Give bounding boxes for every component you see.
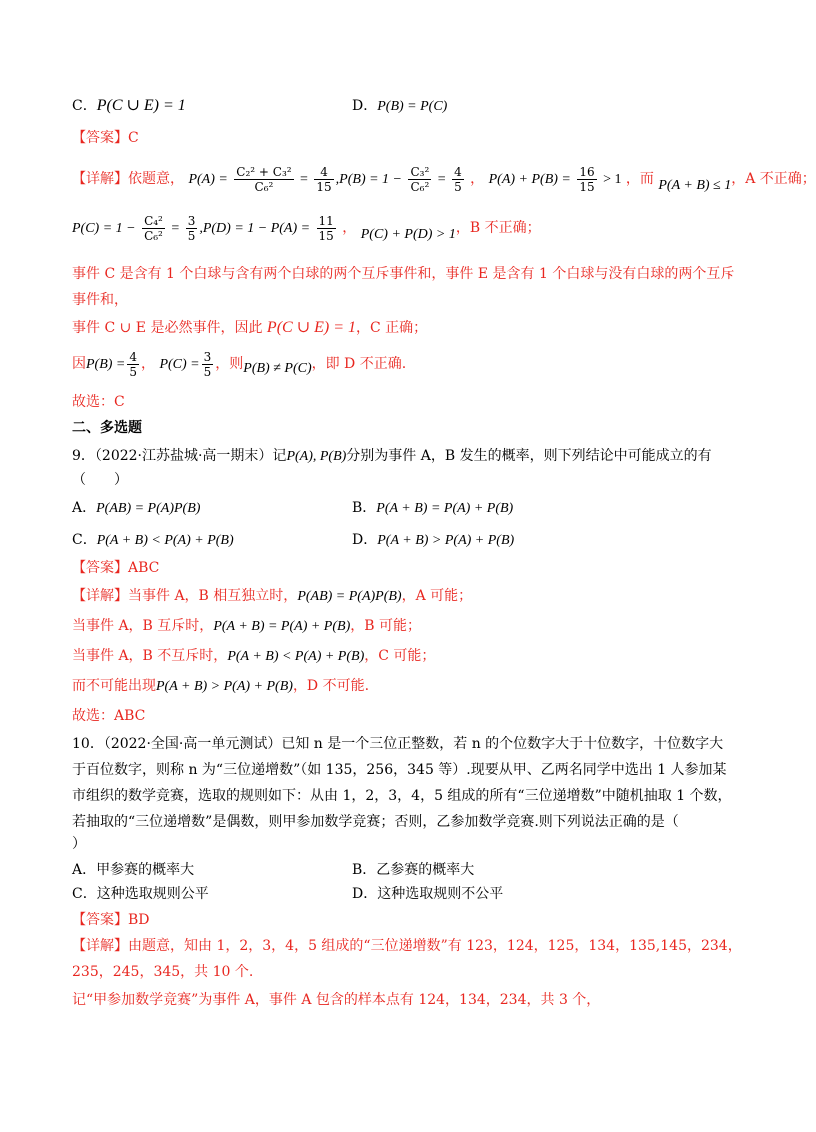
section-title: 二、多选题 [72, 420, 142, 436]
frac-num: C₃² [410, 164, 430, 179]
eq: = [171, 221, 180, 236]
frac-den: 15 [316, 179, 332, 194]
sep: ， [141, 356, 156, 372]
q10-detail-3: 记“甲参加数学竞赛”为事件 A，事件 A 包含的样本点有 124，134，234，共 3 个， [72, 992, 601, 1008]
q10-stem-2: 于百位数字，则称 n 为“三位递增数”（如 135，256，345 等）.现要从甲、乙两名同学中选出 1 人参加某 [72, 762, 727, 778]
opt-label: D． [352, 532, 378, 548]
line6-start: 因 [72, 356, 86, 372]
line5-formula: P(C ∪ E) = 1 [266, 319, 356, 336]
pc-lhs: P(C) = [159, 357, 200, 372]
q10-option-d: D．这种选取规则不公平 [352, 886, 504, 902]
d1-end: ，A 可能； [401, 588, 473, 604]
neq-formula: P(B) ≠ P(C) [243, 361, 312, 376]
q8-detail-line-6 [72, 346, 406, 382]
line5-end: ，C 正确； [356, 320, 428, 336]
frac-num: 11 [318, 213, 334, 228]
conjunction: ，而 [625, 171, 654, 187]
a-wrong: ，A 不正确； [731, 171, 816, 187]
q9-option-a [72, 498, 200, 519]
q10-stem-1: 10．（2022·全国·高一单元测试）已知 n 是一个三位正整数，若 n 的个位数字大于十位数字，十位数字大 [72, 736, 724, 752]
q8-detail-line-2 [72, 210, 541, 246]
option-d [352, 96, 447, 117]
pb-lhs: ,P(B) = 1 − [335, 172, 402, 187]
q10-detail-1: 【详解】由题意，知由 1，2，3，4，5 组成的“三位递增数”有 123，124，125，134，135,145，234， [72, 938, 742, 954]
c4-fraction [142, 214, 165, 243]
gt-one: > 1 [603, 172, 622, 187]
stem-end: 分别为事件 A，B 发生的概率，则下列结论中可能成立的有 [346, 448, 712, 464]
opt-label: B． [352, 500, 377, 516]
frac-num: C₄² [144, 213, 163, 228]
q9-detail-3 [72, 646, 435, 667]
q10-answer: 【答案】BD [72, 912, 150, 928]
opt-label: C． [72, 532, 97, 548]
detail-label: 【详解】 [72, 588, 128, 604]
d4-end: ，D 不可能. [292, 678, 370, 694]
d1-formula: P(AB) = P(A)P(B) [297, 589, 402, 604]
line5-text: 事件 C ∪ E 是必然事件，因此 [72, 320, 267, 336]
q10-option-b: B．乙参赛的概率大 [352, 862, 475, 878]
pb-lhs: P(B) = [86, 357, 126, 372]
q9-detail-2 [72, 616, 421, 637]
d2-text: 当事件 A，B 互斥时， [72, 618, 214, 634]
q9-detail-1 [72, 586, 472, 607]
eq: = [300, 172, 308, 187]
eq: = [437, 172, 446, 187]
q9-stem [72, 446, 712, 467]
option-d-formula: P(B) = P(C) [377, 99, 448, 114]
q10-stem-4: 若抽取的“三位递增数”是偶数，则甲参加数学竞赛；否则，乙参加数学竞赛.则下列说法正确的是（ [72, 814, 679, 830]
opt-formula: P(A + B) < P(A) + P(B) [96, 533, 234, 548]
frac-den: 5 [187, 228, 196, 243]
q9-paren: （ ） [72, 472, 128, 488]
pc-lhs: P(C) = 1 − [72, 221, 136, 236]
pab-le-one: P(A + B) ≤ 1 [658, 178, 732, 193]
q10-stem-5: ） [72, 836, 86, 852]
q8-detail-line-1 [72, 162, 816, 196]
option-c-formula: P(C ∪ E) = 1 [96, 97, 186, 114]
detail-intro: 依题意， [128, 171, 184, 187]
option-d-label: D． [352, 98, 378, 114]
d2-end: ，B 可能； [350, 618, 421, 634]
pa-lhs: P(A) = [188, 172, 228, 187]
sum-ab-lhs: P(A) + P(B) = [488, 172, 571, 187]
q9-detail-4 [72, 676, 369, 697]
pa-fraction [314, 165, 333, 194]
q9-option-c [72, 530, 234, 551]
q8-detail-line-5 [72, 318, 427, 338]
detail-label: 【详解】 [72, 171, 128, 187]
frac-den: C₆² [410, 179, 430, 194]
frac-den: 5 [129, 364, 138, 379]
q8-answer: 【答案】C [72, 130, 139, 146]
pc-fraction [186, 214, 198, 243]
pc-frac [202, 350, 214, 379]
opt-label: A． [72, 500, 97, 516]
pd-fraction [317, 214, 336, 243]
frac-den: 15 [579, 179, 595, 194]
option-c-label: C． [72, 98, 97, 114]
frac-den: 5 [454, 179, 462, 194]
then: ，则 [215, 356, 244, 372]
sum-ab-fraction [577, 165, 596, 194]
frac-den: 15 [318, 228, 334, 243]
frac-num: 4 [129, 349, 138, 364]
frac-num: 3 [203, 349, 212, 364]
d3-end: ，C 可能； [364, 648, 436, 664]
stem-start: 9．（2022·江苏盐城·高一期末）记 [72, 448, 287, 464]
q10-stem-3: 市组织的数学竞赛，选取的规则如下：从由 1，2，3，4，5 组成的所有“三位递增数”中随机抽取 1 个数， [72, 788, 732, 804]
pb-frac [127, 350, 139, 379]
d4-formula: P(A + B) > P(A) + P(B) [156, 679, 293, 694]
d2-formula: P(A + B) = P(A) + P(B) [213, 619, 351, 634]
c3-fraction [408, 165, 431, 194]
q9-option-d [352, 530, 514, 551]
frac-num: 3 [187, 213, 196, 228]
frac-den: C₆² [144, 228, 163, 243]
option-c [72, 96, 186, 116]
q10-option-a: A．甲参赛的概率大 [72, 862, 195, 878]
line6-end: ，即 D 不正确. [311, 356, 407, 372]
frac-num: C₂² + C₃² [236, 164, 292, 179]
combination-fraction [234, 165, 293, 194]
q8-detail-line-4: 事件和， [72, 292, 128, 308]
opt-formula: P(A + B) > P(A) + P(B) [377, 533, 515, 548]
d1-text: 当事件 A，B 相互独立时， [128, 588, 298, 604]
opt-formula: P(AB) = P(A)P(B) [96, 501, 201, 516]
b-wrong: ，B 不正确； [455, 220, 541, 236]
q10-option-c: C．这种选取规则公平 [72, 886, 209, 902]
frac-num: 4 [314, 165, 333, 180]
d3-text: 当事件 A，B 不互斥时， [72, 648, 228, 664]
stem-formula: P(A), P(B) [286, 449, 347, 464]
q8-detail-line-3: 事件 C 是含有 1 个白球与含有两个白球的两个互斥事件和，事件 E 是含有 1 个白球与没有白球的两个互斥 [72, 266, 735, 282]
frac-den: 5 [203, 364, 212, 379]
q9-option-b [352, 498, 513, 519]
frac-den: C₆² [254, 179, 274, 194]
d3-formula: P(A + B) < P(A) + P(B) [227, 649, 365, 664]
opt-formula: P(A + B) = P(A) + P(B) [376, 501, 514, 516]
q9-choose: 故选：ABC [72, 708, 146, 724]
q8-choose: 故选：C [72, 394, 125, 410]
frac-num: 4 [454, 164, 462, 179]
comma: ， [470, 171, 485, 187]
q9-answer: 【答案】ABC [72, 560, 160, 576]
comma: ， [342, 220, 357, 236]
pc-pd-sum: P(C) + P(D) > 1 [360, 227, 456, 242]
pd-lhs: ,P(D) = 1 − P(A) = [199, 221, 311, 236]
q10-detail-2: 235，245，345，共 10 个. [72, 964, 254, 980]
frac-num: 16 [579, 164, 595, 179]
d4-text: 而不可能出现 [72, 678, 156, 694]
pb-fraction [452, 165, 464, 194]
